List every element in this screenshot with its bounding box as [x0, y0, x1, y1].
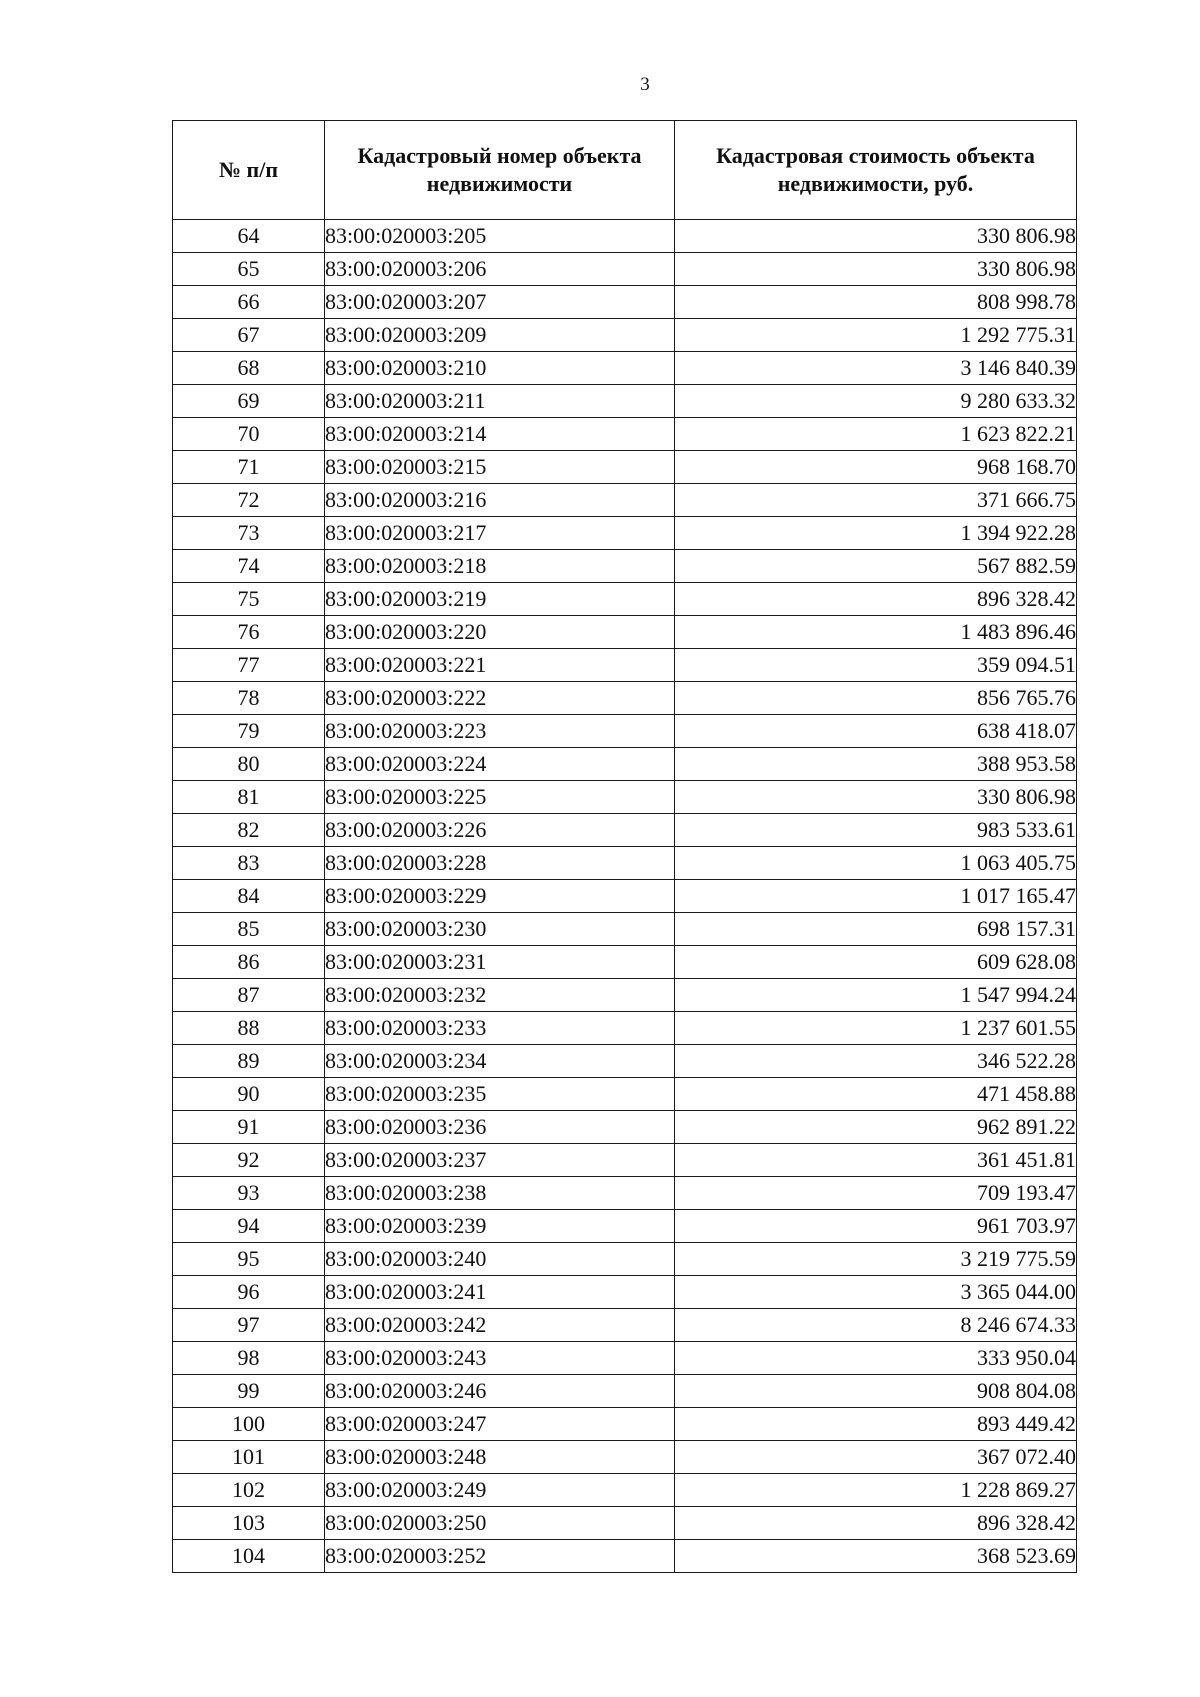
cadastral-value-cell: 3 219 775.59 — [675, 1243, 1077, 1276]
cadastral-value-cell: 359 094.51 — [675, 649, 1077, 682]
row-number-cell: 79 — [173, 715, 325, 748]
cadastral-number-cell: 83:00:020003:235 — [325, 1078, 675, 1111]
cadastral-value-cell: 333 950.04 — [675, 1342, 1077, 1375]
cadastral-value-cell: 1 394 922.28 — [675, 517, 1077, 550]
cadastral-number-cell: 83:00:020003:211 — [325, 385, 675, 418]
table-row — [173, 1474, 1077, 1507]
row-number-cell: 78 — [173, 682, 325, 715]
table-row — [173, 682, 1077, 715]
table-row — [173, 1210, 1077, 1243]
table-row — [173, 847, 1077, 880]
cadastral-number-cell: 83:00:020003:238 — [325, 1177, 675, 1210]
table-row — [173, 286, 1077, 319]
cadastral-number-cell: 83:00:020003:232 — [325, 979, 675, 1012]
row-number-cell: 69 — [173, 385, 325, 418]
cadastral-value-cell: 471 458.88 — [675, 1078, 1077, 1111]
row-number-cell: 72 — [173, 484, 325, 517]
cadastral-number-cell: 83:00:020003:206 — [325, 253, 675, 286]
cadastral-number-cell: 83:00:020003:252 — [325, 1540, 675, 1573]
cadastral-number-cell: 83:00:020003:239 — [325, 1210, 675, 1243]
table-row — [173, 616, 1077, 649]
cadastral-number-cell: 83:00:020003:250 — [325, 1507, 675, 1540]
cadastral-number-cell: 83:00:020003:233 — [325, 1012, 675, 1045]
cadastral-value-cell: 9 280 633.32 — [675, 385, 1077, 418]
cadastral-number-cell: 83:00:020003:223 — [325, 715, 675, 748]
table-row — [173, 979, 1077, 1012]
cadastral-value-cell: 1 547 994.24 — [675, 979, 1077, 1012]
cadastral-number-cell: 83:00:020003:234 — [325, 1045, 675, 1078]
table-row — [173, 220, 1077, 253]
table-row — [173, 1441, 1077, 1474]
table-body — [173, 220, 1077, 1573]
cadastral-number-cell: 83:00:020003:220 — [325, 616, 675, 649]
table-row — [173, 1309, 1077, 1342]
cadastral-value-cell: 962 891.22 — [675, 1111, 1077, 1144]
row-number-cell: 95 — [173, 1243, 325, 1276]
row-number-cell: 90 — [173, 1078, 325, 1111]
table-row — [173, 880, 1077, 913]
cadastral-number-cell: 83:00:020003:210 — [325, 352, 675, 385]
cadastral-number-cell: 83:00:020003:207 — [325, 286, 675, 319]
cadastral-value-cell: 367 072.40 — [675, 1441, 1077, 1474]
cadastral-value-cell: 388 953.58 — [675, 748, 1077, 781]
cadastral-number-cell: 83:00:020003:219 — [325, 583, 675, 616]
cadastral-value-cell: 346 522.28 — [675, 1045, 1077, 1078]
cadastral-value-cell: 983 533.61 — [675, 814, 1077, 847]
cadastral-number-cell: 83:00:020003:242 — [325, 1309, 675, 1342]
cadastral-number-cell: 83:00:020003:230 — [325, 913, 675, 946]
row-number-cell: 73 — [173, 517, 325, 550]
cadastral-number-cell: 83:00:020003:217 — [325, 517, 675, 550]
row-number-cell: 87 — [173, 979, 325, 1012]
cadastral-number-cell: 83:00:020003:216 — [325, 484, 675, 517]
cadastral-value-cell: 361 451.81 — [675, 1144, 1077, 1177]
row-number-cell: 66 — [173, 286, 325, 319]
row-number-cell: 88 — [173, 1012, 325, 1045]
row-number-cell: 103 — [173, 1507, 325, 1540]
row-number-cell: 68 — [173, 352, 325, 385]
table-row — [173, 385, 1077, 418]
cadastral-number-cell: 83:00:020003:231 — [325, 946, 675, 979]
cadastral-value-cell: 638 418.07 — [675, 715, 1077, 748]
cadastral-number-cell: 83:00:020003:205 — [325, 220, 675, 253]
cadastral-value-cell: 330 806.98 — [675, 781, 1077, 814]
table-row — [173, 1177, 1077, 1210]
table-row — [173, 1012, 1077, 1045]
cadastral-value-cell: 3 365 044.00 — [675, 1276, 1077, 1309]
cadastral-value-cell: 1 623 822.21 — [675, 418, 1077, 451]
row-number-cell: 102 — [173, 1474, 325, 1507]
row-number-cell: 74 — [173, 550, 325, 583]
row-number-cell: 76 — [173, 616, 325, 649]
table-row — [173, 1078, 1077, 1111]
cadastral-value-cell: 1 483 896.46 — [675, 616, 1077, 649]
cadastral-value-cell: 330 806.98 — [675, 220, 1077, 253]
table-row — [173, 484, 1077, 517]
table-row — [173, 1375, 1077, 1408]
cadastral-number-cell: 83:00:020003:226 — [325, 814, 675, 847]
cadastral-value-cell: 1 017 165.47 — [675, 880, 1077, 913]
table-row — [173, 352, 1077, 385]
row-number-cell: 77 — [173, 649, 325, 682]
cadastral-value-cell: 330 806.98 — [675, 253, 1077, 286]
cadastral-number-cell: 83:00:020003:218 — [325, 550, 675, 583]
cadastral-number-cell: 83:00:020003:248 — [325, 1441, 675, 1474]
row-number-cell: 99 — [173, 1375, 325, 1408]
table-row — [173, 748, 1077, 781]
cadastral-number-cell: 83:00:020003:209 — [325, 319, 675, 352]
cadastral-value-cell: 8 246 674.33 — [675, 1309, 1077, 1342]
cadastral-number-cell: 83:00:020003:240 — [325, 1243, 675, 1276]
table-row — [173, 319, 1077, 352]
row-number-cell: 65 — [173, 253, 325, 286]
cadastral-number-cell: 83:00:020003:241 — [325, 1276, 675, 1309]
table-row — [173, 946, 1077, 979]
table-row — [173, 715, 1077, 748]
cadastral-value-cell: 698 157.31 — [675, 913, 1077, 946]
table-row — [173, 1408, 1077, 1441]
table-row — [173, 1111, 1077, 1144]
cadastral-value-cell: 856 765.76 — [675, 682, 1077, 715]
table-row — [173, 781, 1077, 814]
cadastral-number-cell: 83:00:020003:215 — [325, 451, 675, 484]
cadastral-value-cell: 896 328.42 — [675, 1507, 1077, 1540]
cadastral-number-cell: 83:00:020003:229 — [325, 880, 675, 913]
cadastral-value-cell: 1 292 775.31 — [675, 319, 1077, 352]
row-number-cell: 67 — [173, 319, 325, 352]
table-row — [173, 649, 1077, 682]
row-number-cell: 101 — [173, 1441, 325, 1474]
table-row — [173, 517, 1077, 550]
cadastral-value-cell: 968 168.70 — [675, 451, 1077, 484]
table-row — [173, 913, 1077, 946]
cadastral-value-cell: 893 449.42 — [675, 1408, 1077, 1441]
row-number-cell: 70 — [173, 418, 325, 451]
row-number-cell: 94 — [173, 1210, 325, 1243]
cadastral-number-cell: 83:00:020003:246 — [325, 1375, 675, 1408]
cadastral-value-cell: 1 237 601.55 — [675, 1012, 1077, 1045]
cadastral-number-cell: 83:00:020003:224 — [325, 748, 675, 781]
header-cadastral-value: Кадастровая стоимость объекта недвижимости, руб. — [675, 121, 1077, 220]
row-number-cell: 92 — [173, 1144, 325, 1177]
row-number-cell: 85 — [173, 913, 325, 946]
row-number-cell: 98 — [173, 1342, 325, 1375]
row-number-cell: 71 — [173, 451, 325, 484]
cadastral-number-cell: 83:00:020003:247 — [325, 1408, 675, 1441]
row-number-cell: 83 — [173, 847, 325, 880]
row-number-cell: 89 — [173, 1045, 325, 1078]
cadastral-value-cell: 3 146 840.39 — [675, 352, 1077, 385]
table-row — [173, 1540, 1077, 1573]
table-row — [173, 451, 1077, 484]
cadastral-number-cell: 83:00:020003:249 — [325, 1474, 675, 1507]
header-cadastral-number: Кадастровый номер объекта недвижимости — [325, 121, 675, 220]
table-row — [173, 1144, 1077, 1177]
row-number-cell: 81 — [173, 781, 325, 814]
row-number-cell: 84 — [173, 880, 325, 913]
row-number-cell: 96 — [173, 1276, 325, 1309]
cadastral-number-cell: 83:00:020003:221 — [325, 649, 675, 682]
cadastral-value-cell: 368 523.69 — [675, 1540, 1077, 1573]
table-row — [173, 583, 1077, 616]
cadastral-number-cell: 83:00:020003:222 — [325, 682, 675, 715]
cadastral-value-cell: 1 228 869.27 — [675, 1474, 1077, 1507]
row-number-cell: 93 — [173, 1177, 325, 1210]
table-row — [173, 1507, 1077, 1540]
cadastral-number-cell: 83:00:020003:237 — [325, 1144, 675, 1177]
cadastral-value-cell: 896 328.42 — [675, 583, 1077, 616]
cadastral-number-cell: 83:00:020003:225 — [325, 781, 675, 814]
row-number-cell: 100 — [173, 1408, 325, 1441]
table-row — [173, 418, 1077, 451]
cadastral-value-cell: 371 666.75 — [675, 484, 1077, 517]
row-number-cell: 64 — [173, 220, 325, 253]
table-row — [173, 1045, 1077, 1078]
row-number-cell: 82 — [173, 814, 325, 847]
cadastral-value-cell: 961 703.97 — [675, 1210, 1077, 1243]
row-number-cell: 86 — [173, 946, 325, 979]
cadastral-value-cell: 609 628.08 — [675, 946, 1077, 979]
table-row — [173, 550, 1077, 583]
cadastral-number-cell: 83:00:020003:236 — [325, 1111, 675, 1144]
table-row — [173, 1342, 1077, 1375]
cadastral-value-cell: 1 063 405.75 — [675, 847, 1077, 880]
cadastral-value-cell: 908 804.08 — [675, 1375, 1077, 1408]
table-row — [173, 814, 1077, 847]
cadastral-number-cell: 83:00:020003:243 — [325, 1342, 675, 1375]
cadastral-value-cell: 709 193.47 — [675, 1177, 1077, 1210]
cadastral-number-cell: 83:00:020003:214 — [325, 418, 675, 451]
cadastral-value-table — [172, 120, 1077, 1573]
table-row — [173, 1276, 1077, 1309]
row-number-cell: 91 — [173, 1111, 325, 1144]
table-row — [173, 1243, 1077, 1276]
row-number-cell: 75 — [173, 583, 325, 616]
table-row — [173, 253, 1077, 286]
cadastral-value-cell: 567 882.59 — [675, 550, 1077, 583]
cadastral-number-cell: 83:00:020003:228 — [325, 847, 675, 880]
row-number-cell: 80 — [173, 748, 325, 781]
header-row-number: № п/п — [173, 121, 325, 220]
row-number-cell: 104 — [173, 1540, 325, 1573]
page-number: 3 — [640, 74, 650, 95]
cadastral-value-cell: 808 998.78 — [675, 286, 1077, 319]
row-number-cell: 97 — [173, 1309, 325, 1342]
table-header-row — [173, 121, 1077, 220]
